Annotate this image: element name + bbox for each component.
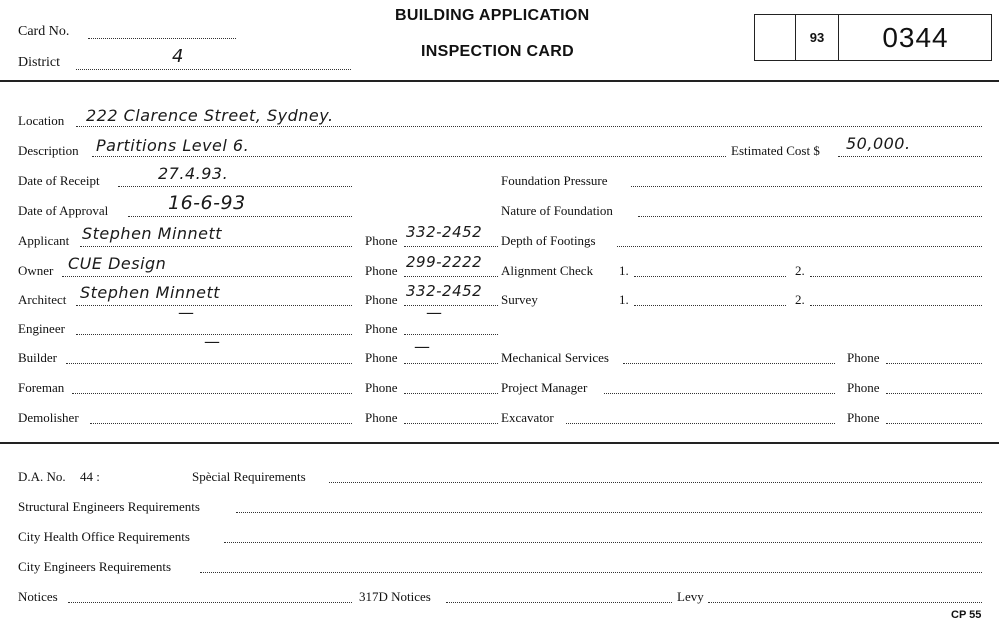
card-no-line[interactable] — [88, 38, 236, 39]
builder-line[interactable] — [66, 363, 352, 364]
demolisher-phone-line[interactable] — [404, 423, 498, 424]
demolisher-line[interactable] — [90, 423, 352, 424]
alignment-check-num-2: 2. — [795, 263, 805, 278]
owner-phone-value: 299-2222 — [406, 253, 483, 271]
alignment-check-line-1[interactable] — [634, 276, 786, 277]
applicant-label: Applicant — [18, 233, 70, 248]
card-number-value: 0344 — [882, 21, 949, 53]
project-manager-phone-line[interactable] — [886, 393, 982, 394]
owner-line[interactable] — [62, 276, 352, 277]
engineer-phone-value: — — [426, 303, 443, 322]
engineer-label: Engineer — [18, 321, 65, 336]
city-engineers-label: City Engineers Requirements — [18, 559, 172, 574]
builder-phone-line[interactable] — [404, 363, 498, 364]
year-box — [795, 14, 839, 61]
notices-label: Notices — [18, 589, 58, 604]
year-value: 93 — [809, 30, 825, 45]
foundation-pressure-line[interactable] — [631, 186, 982, 187]
owner-phone-label: Phone — [365, 263, 398, 278]
structural-requirements-line[interactable] — [236, 512, 982, 513]
alignment-check-line-2[interactable] — [810, 276, 982, 277]
owner-phone-line[interactable] — [404, 276, 498, 277]
survey-num-1: 1. — [619, 292, 629, 307]
foreman-phone-line[interactable] — [404, 393, 498, 394]
estimated-cost-line[interactable] — [838, 156, 982, 157]
mechanical-phone-line[interactable] — [886, 363, 982, 364]
date-approval-label: Date of Approval — [18, 203, 109, 218]
location-label: Location — [18, 113, 65, 128]
card-number-field — [839, 14, 992, 61]
engineer-value: — — [178, 303, 195, 322]
location-line[interactable] — [76, 126, 982, 127]
district-line[interactable] — [76, 69, 351, 70]
applicant-line[interactable] — [80, 246, 352, 247]
demolisher-phone-label: Phone — [365, 410, 398, 425]
title-line-2: INSPECTION CARD — [421, 43, 574, 60]
foreman-label: Foreman — [18, 380, 65, 395]
structural-requirements-label: Structural Engineers Requirements — [18, 499, 200, 514]
excavator-phone-line[interactable] — [886, 423, 982, 424]
nature-foundation-label: Nature of Foundation — [501, 203, 613, 218]
architect-phone-line[interactable] — [404, 305, 498, 306]
location-value: 222 Clarence Street, Sydney. — [86, 106, 334, 125]
excavator-line[interactable] — [566, 423, 835, 424]
mechanical-services-label: Mechanical Services — [501, 350, 609, 365]
architect-label: Architect — [18, 292, 67, 307]
description-value: Partitions Level 6. — [96, 136, 250, 155]
date-approval-value: 16-6-93 — [168, 192, 246, 214]
date-approval-line[interactable] — [128, 216, 352, 217]
nature-foundation-line[interactable] — [638, 216, 982, 217]
architect-phone-label: Phone — [365, 292, 398, 307]
project-manager-line[interactable] — [604, 393, 835, 394]
depth-footings-line[interactable] — [617, 246, 982, 247]
applicant-phone-label: Phone — [365, 233, 398, 248]
district-value: 4 — [172, 46, 184, 67]
foreman-line[interactable] — [72, 393, 352, 394]
mechanical-services-line[interactable] — [623, 363, 835, 364]
survey-line-2[interactable] — [810, 305, 982, 306]
builder-label: Builder — [18, 350, 57, 365]
alignment-check-label: Alignment Check — [501, 263, 594, 278]
applicant-phone-line[interactable] — [404, 246, 498, 247]
alignment-check-num-1: 1. — [619, 263, 629, 278]
engineer-phone-line[interactable] — [404, 334, 498, 335]
form-code: CP 55 — [951, 609, 982, 621]
excavator-label: Excavator — [501, 410, 554, 425]
architect-phone-value: 332-2452 — [406, 282, 483, 300]
builder-value: — — [204, 332, 221, 351]
mechanical-phone-label: Phone — [847, 350, 880, 365]
header-divider — [0, 80, 999, 82]
survey-line-1[interactable] — [634, 305, 786, 306]
foundation-pressure-label: Foundation Pressure — [501, 173, 608, 188]
engineer-phone-label: Phone — [365, 321, 398, 336]
owner-value: CUE Design — [68, 254, 167, 273]
levy-line[interactable] — [708, 602, 982, 603]
date-receipt-line[interactable] — [118, 186, 352, 187]
architect-value: Stephen Minnett — [80, 283, 221, 302]
notices-317d-line[interactable] — [446, 602, 672, 603]
applicant-phone-value: 332-2452 — [406, 223, 483, 241]
notices-line[interactable] — [68, 602, 352, 603]
date-receipt-value: 27.4.93. — [158, 164, 229, 183]
architect-line[interactable] — [76, 305, 352, 306]
requirements-divider — [0, 442, 999, 444]
card-no-label: Card No. — [18, 24, 70, 39]
levy-label: Levy — [677, 589, 704, 604]
special-requirements-line[interactable] — [329, 482, 982, 483]
health-requirements-label: City Health Office Requirements — [18, 529, 190, 544]
description-line[interactable] — [92, 156, 726, 157]
estimated-cost-value: 50,000. — [846, 134, 911, 153]
applicant-value: Stephen Minnett — [82, 224, 223, 243]
depth-footings-label: Depth of Footings — [501, 233, 596, 248]
da-no-label: D.A. No. — [18, 469, 66, 484]
survey-label: Survey — [501, 292, 538, 307]
notices-317d-label: 317D Notices — [359, 589, 431, 604]
city-engineers-line[interactable] — [200, 572, 982, 573]
district-label: District — [18, 55, 60, 70]
demolisher-label: Demolisher — [18, 410, 79, 425]
estimated-cost-label: Estimated Cost $ — [731, 143, 820, 158]
builder-phone-value: — — [414, 337, 431, 356]
owner-label: Owner — [18, 263, 54, 278]
da-no-value[interactable]: 44 : — [80, 469, 100, 484]
special-requirements-label: Spècial Requirements — [192, 469, 306, 484]
foreman-phone-label: Phone — [365, 380, 398, 395]
date-receipt-label: Date of Receipt — [18, 173, 100, 188]
health-requirements-line[interactable] — [224, 542, 982, 543]
project-manager-label: Project Manager — [501, 380, 588, 395]
project-manager-phone-label: Phone — [847, 380, 880, 395]
survey-num-2: 2. — [795, 292, 805, 307]
description-label: Description — [18, 143, 79, 158]
excavator-phone-label: Phone — [847, 410, 880, 425]
title-line-1: BUILDING APPLICATION — [395, 7, 590, 24]
builder-phone-label: Phone — [365, 350, 398, 365]
